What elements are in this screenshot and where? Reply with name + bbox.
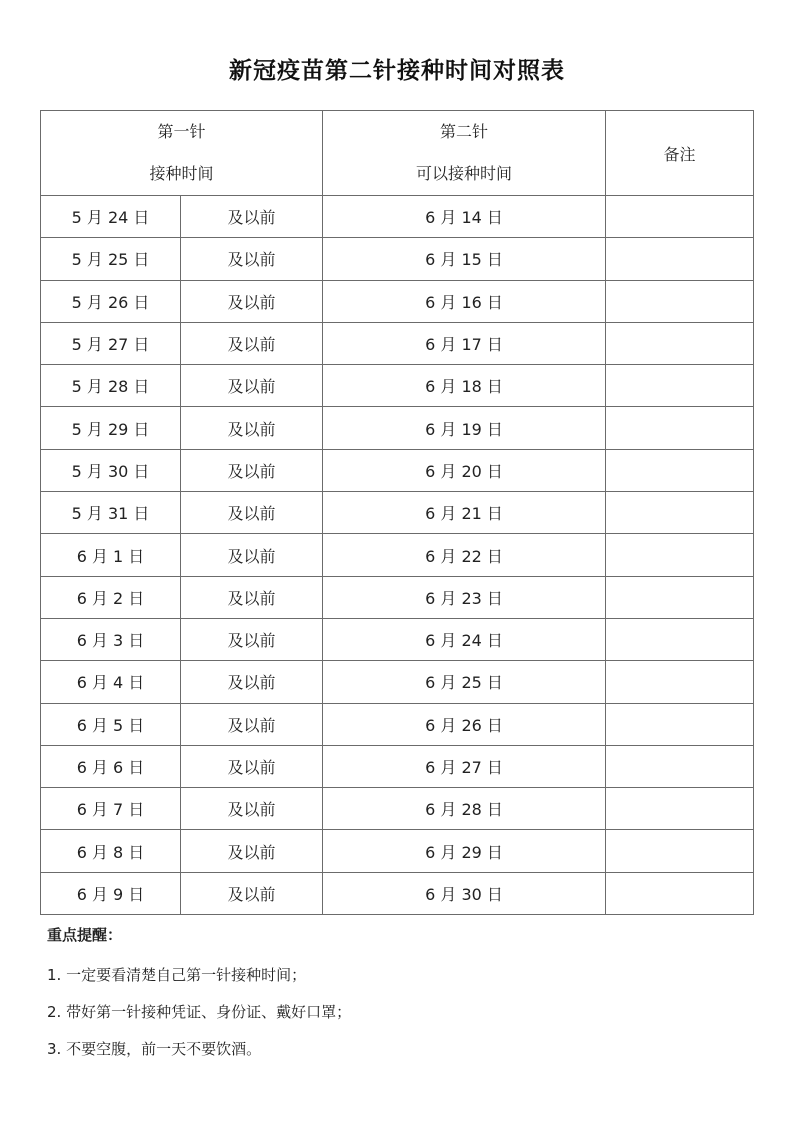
remark-cell xyxy=(606,196,754,238)
first-dose-date-cell: 6 月 6 日 xyxy=(41,745,181,787)
remark-cell xyxy=(606,492,754,534)
first-dose-date-cell: 5 月 25 日 xyxy=(41,238,181,280)
remark-cell xyxy=(606,703,754,745)
qualifier-cell: 及以前 xyxy=(181,576,323,618)
second-dose-date-cell: 6 月 17 日 xyxy=(323,322,606,364)
second-dose-date-cell: 6 月 22 日 xyxy=(323,534,606,576)
reminder-item: 2. 带好第一针接种凭证、身份证、戴好口罩； xyxy=(47,1003,352,1021)
remark-cell xyxy=(606,618,754,660)
remark-cell xyxy=(606,661,754,703)
remark-cell xyxy=(606,322,754,364)
header-first-dose-label: 第一针 xyxy=(157,122,206,141)
table-row xyxy=(41,830,754,872)
second-dose-date-cell: 6 月 25 日 xyxy=(323,661,606,703)
remark-cell xyxy=(606,830,754,872)
first-dose-date-cell: 5 月 28 日 xyxy=(41,365,181,407)
first-dose-date-cell: 5 月 31 日 xyxy=(41,492,181,534)
qualifier-cell: 及以前 xyxy=(181,703,323,745)
reminders-section xyxy=(47,924,767,1075)
table-row xyxy=(41,872,754,914)
first-dose-date-cell: 5 月 27 日 xyxy=(41,322,181,364)
table-body xyxy=(41,196,754,915)
remark-cell xyxy=(606,280,754,322)
second-dose-date-cell: 6 月 26 日 xyxy=(323,703,606,745)
table-row xyxy=(41,492,754,534)
first-dose-date-cell: 6 月 1 日 xyxy=(41,534,181,576)
qualifier-cell: 及以前 xyxy=(181,280,323,322)
reminders-heading: 重点提醒： xyxy=(47,926,123,944)
second-dose-date-cell: 6 月 15 日 xyxy=(323,238,606,280)
first-dose-date-cell: 5 月 29 日 xyxy=(41,407,181,449)
first-dose-date-cell: 6 月 3 日 xyxy=(41,618,181,660)
second-dose-date-cell: 6 月 30 日 xyxy=(323,872,606,914)
header-second-dose-sublabel: 可以接种时间 xyxy=(416,164,513,183)
header-second-dose-label: 第二针 xyxy=(440,122,489,141)
qualifier-cell: 及以前 xyxy=(181,238,323,280)
table-row xyxy=(41,788,754,830)
table-row xyxy=(41,703,754,745)
first-dose-date-cell: 6 月 9 日 xyxy=(41,872,181,914)
qualifier-cell: 及以前 xyxy=(181,534,323,576)
remark-cell xyxy=(606,238,754,280)
table-row xyxy=(41,576,754,618)
table-row xyxy=(41,534,754,576)
first-dose-date-cell: 6 月 2 日 xyxy=(41,576,181,618)
reminder-item: 3. 不要空腹，前一天不要饮酒。 xyxy=(47,1040,262,1058)
second-dose-date-cell: 6 月 27 日 xyxy=(323,745,606,787)
second-dose-date-cell: 6 月 20 日 xyxy=(323,449,606,491)
qualifier-cell: 及以前 xyxy=(181,492,323,534)
second-dose-date-cell: 6 月 23 日 xyxy=(323,576,606,618)
remark-cell xyxy=(606,534,754,576)
qualifier-cell: 及以前 xyxy=(181,322,323,364)
table-row xyxy=(41,661,754,703)
remark-cell xyxy=(606,788,754,830)
second-dose-date-cell: 6 月 16 日 xyxy=(323,280,606,322)
table-row xyxy=(41,196,754,238)
qualifier-cell: 及以前 xyxy=(181,745,323,787)
first-dose-date-cell: 5 月 26 日 xyxy=(41,280,181,322)
qualifier-cell: 及以前 xyxy=(181,449,323,491)
qualifier-cell: 及以前 xyxy=(181,365,323,407)
qualifier-cell: 及以前 xyxy=(181,830,323,872)
remark-cell xyxy=(606,449,754,491)
table-row xyxy=(41,238,754,280)
qualifier-cell: 及以前 xyxy=(181,618,323,660)
qualifier-cell: 及以前 xyxy=(181,661,323,703)
table-row xyxy=(41,618,754,660)
first-dose-date-cell: 6 月 4 日 xyxy=(41,661,181,703)
first-dose-date-cell: 6 月 7 日 xyxy=(41,788,181,830)
remark-cell xyxy=(606,745,754,787)
table-row xyxy=(41,322,754,364)
reminder-item: 1. 一定要看清楚自己第一针接种时间； xyxy=(47,966,307,984)
header-remarks: 备注 xyxy=(606,111,754,196)
remark-cell xyxy=(606,365,754,407)
table-row xyxy=(41,280,754,322)
vaccine-schedule-table xyxy=(40,110,754,915)
first-dose-date-cell: 6 月 5 日 xyxy=(41,703,181,745)
first-dose-date-cell: 6 月 8 日 xyxy=(41,830,181,872)
table-row xyxy=(41,745,754,787)
table-row xyxy=(41,407,754,449)
qualifier-cell: 及以前 xyxy=(181,196,323,238)
header-second-dose xyxy=(323,111,606,196)
qualifier-cell: 及以前 xyxy=(181,872,323,914)
table-header-row xyxy=(41,111,754,196)
qualifier-cell: 及以前 xyxy=(181,788,323,830)
header-first-dose xyxy=(41,111,323,196)
second-dose-date-cell: 6 月 14 日 xyxy=(323,196,606,238)
second-dose-date-cell: 6 月 24 日 xyxy=(323,618,606,660)
second-dose-date-cell: 6 月 18 日 xyxy=(323,365,606,407)
header-first-dose-sublabel: 接种时间 xyxy=(149,164,214,183)
page-title: 新冠疫苗第二针接种时间对照表 xyxy=(229,58,565,84)
first-dose-date-cell: 5 月 30 日 xyxy=(41,449,181,491)
first-dose-date-cell: 5 月 24 日 xyxy=(41,196,181,238)
remark-cell xyxy=(606,872,754,914)
table-row xyxy=(41,449,754,491)
remark-cell xyxy=(606,576,754,618)
second-dose-date-cell: 6 月 19 日 xyxy=(323,407,606,449)
second-dose-date-cell: 6 月 28 日 xyxy=(323,788,606,830)
second-dose-date-cell: 6 月 29 日 xyxy=(323,830,606,872)
qualifier-cell: 及以前 xyxy=(181,407,323,449)
table-row xyxy=(41,365,754,407)
second-dose-date-cell: 6 月 21 日 xyxy=(323,492,606,534)
remark-cell xyxy=(606,407,754,449)
